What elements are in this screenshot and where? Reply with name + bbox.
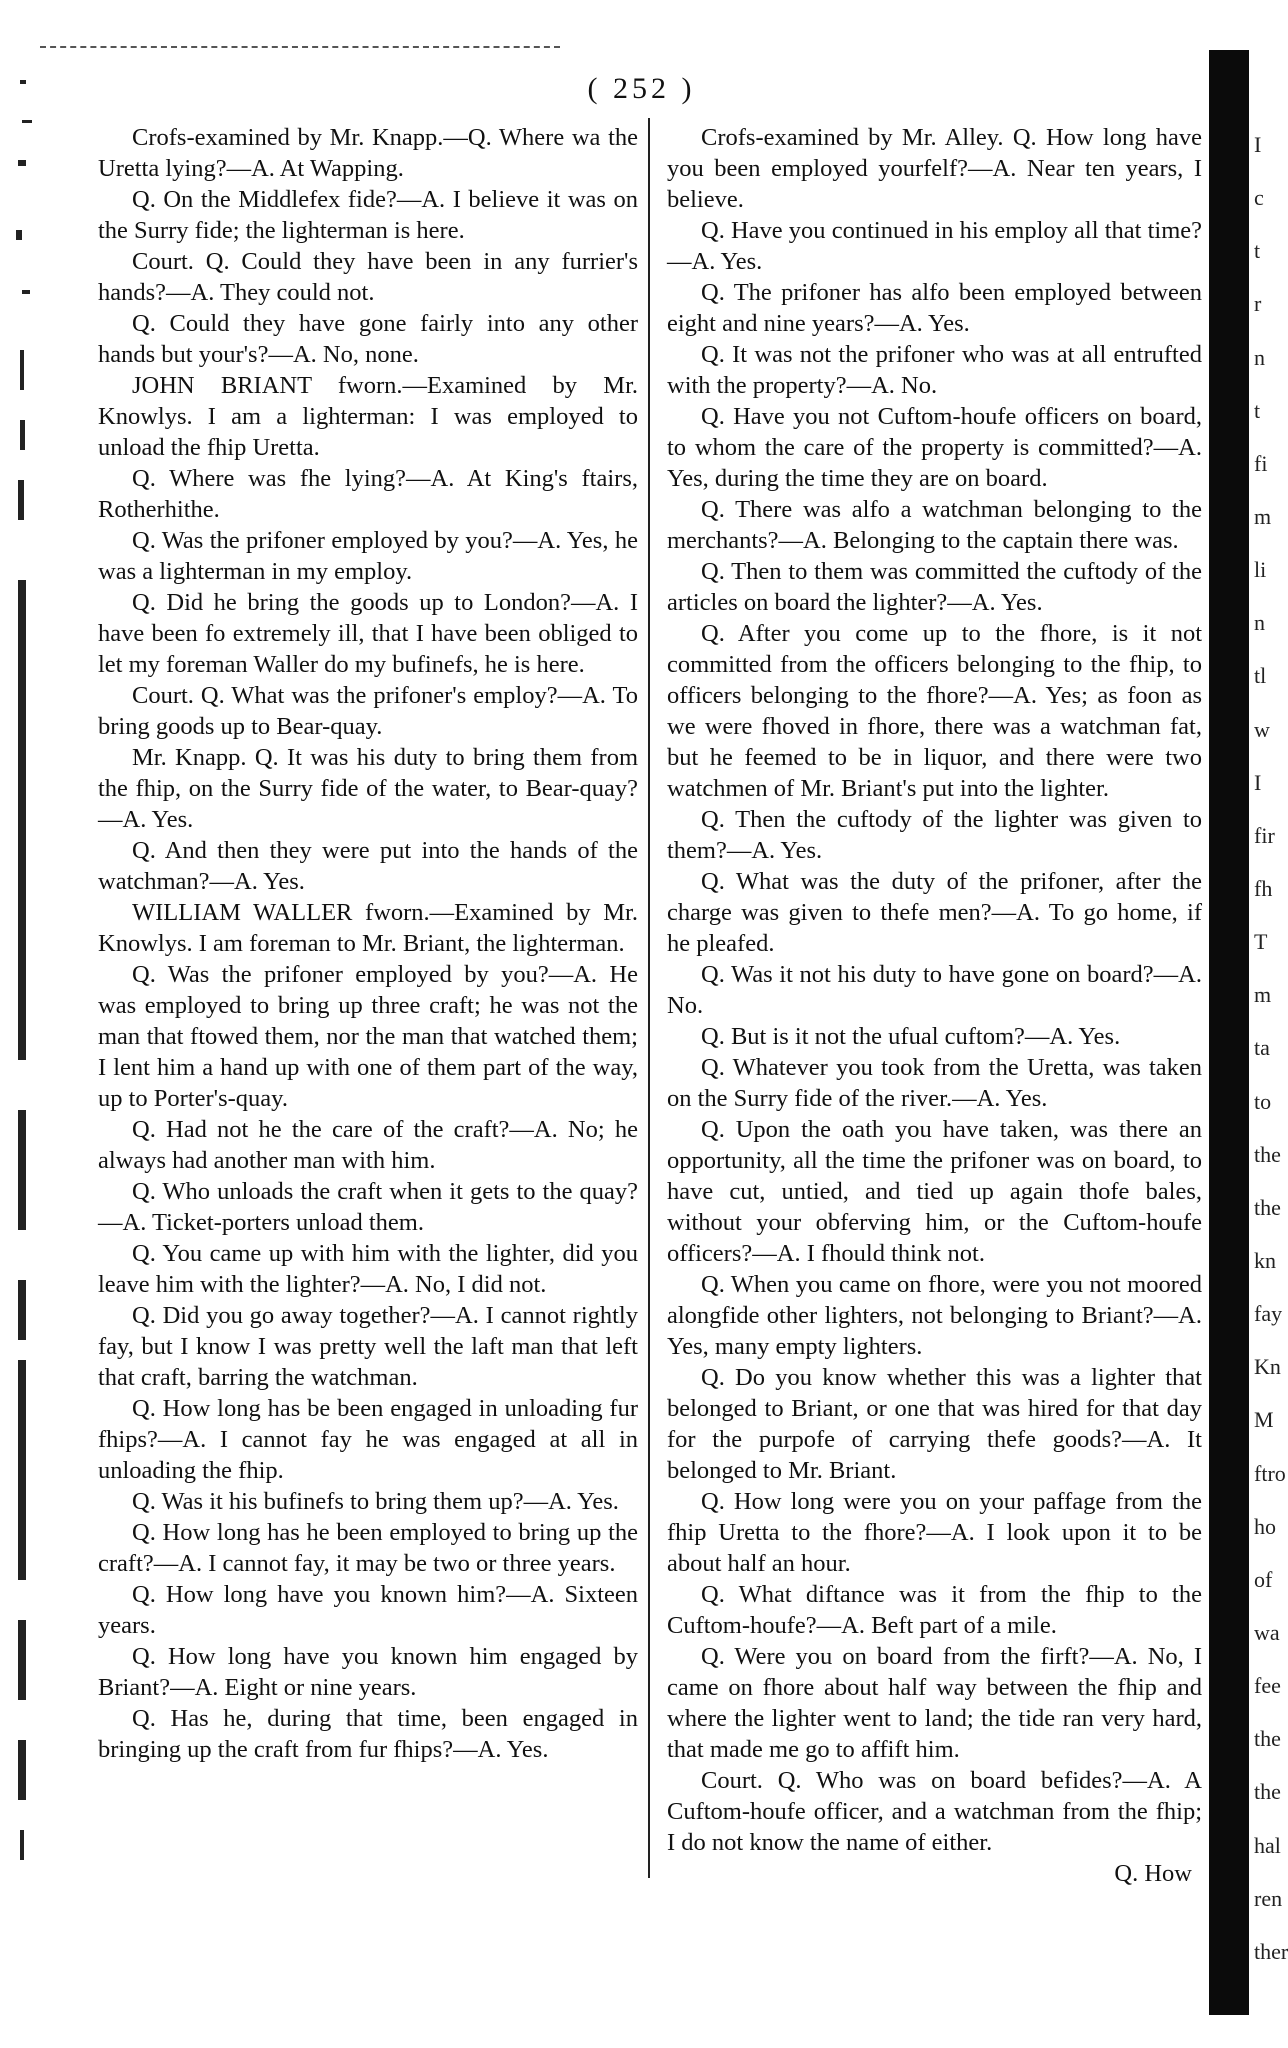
edge-fragment: t [1254, 238, 1261, 263]
paragraph: JOHN BRIANT fworn.—Examined by Mr. Knowlys. I am a lighterman: I was employed to unload the fhip Uretta. [98, 372, 638, 461]
paragraph: WILLIAM WALLER fworn.—Examined by Mr. Knowlys. I am foreman to Mr. Briant, the lighterman. [98, 899, 638, 957]
edge-fragment: of [1254, 1567, 1273, 1592]
edge-fragment: t [1254, 398, 1261, 423]
edge-fragment: ta [1254, 1035, 1270, 1060]
edge-fragment: fir [1254, 823, 1275, 848]
facing-page-edge [1252, 120, 1288, 2000]
paragraph: Q. How long have you known him engaged by Briant?—A. Eight or nine years. [98, 1643, 638, 1701]
paragraph: Court. Q. Could they have been in any furrier's hands?—A. They could not. [98, 248, 638, 306]
edge-fragment: w [1254, 717, 1270, 742]
edge-fragment: the [1254, 1195, 1281, 1220]
right-column [667, 122, 1202, 1889]
edge-fragment: I [1254, 132, 1262, 157]
edge-fragment: fee [1254, 1673, 1281, 1698]
edge-fragment: ftro [1254, 1461, 1286, 1486]
paragraph: Q. Was the prifoner employed by you?—A. Yes, he was a lighterman in my employ. [98, 527, 638, 585]
edge-fragment: li [1254, 557, 1267, 582]
paragraph: Q. Then to them was committed the cuftody of the articles on board the lighter?—A. Yes. [667, 558, 1202, 616]
paragraph: Q. On the Middlefex fide?—A. I believe it was on the Surry fide; the lighterman is here. [98, 186, 638, 244]
paragraph: Q. The prifoner has alfo been employed between eight and nine years?—A. Yes. [667, 279, 1202, 337]
binding-edge-marks [0, 60, 40, 1960]
edge-fragment: to [1254, 1089, 1272, 1114]
paragraph: Q. Did he bring the goods up to London?—A. I have been fo extremely ill, that I have been obliged to let my foreman Waller do my bufinefs, he is here. [98, 589, 638, 678]
edge-fragment: c [1254, 185, 1264, 210]
edge-fragment: the [1254, 1726, 1281, 1751]
edge-fragment: ren [1254, 1886, 1283, 1911]
paragraph: Q. Did you go away together?—A. I cannot rightly fay, but I know I was pretty well the laft man that left that craft, barring the watchman. [98, 1302, 638, 1391]
paragraph: Q. Was it his bufinefs to bring them up?—A. Yes. [132, 1488, 619, 1515]
edge-fragment: wa [1254, 1620, 1280, 1645]
edge-fragment: n [1254, 345, 1265, 370]
paragraph: Q. Do you know whether this was a lighter that belonged to Briant, or one that was hired for that day for the purpofe of carrying thefe goods?—A. It belonged to Mr. Briant. [667, 1364, 1202, 1484]
paragraph: Q. Were you on board from the firft?—A. No, I came on fhore about half way between the fhip and where the lighter went to land; the tide ran very hard, that made me go to affift him. [667, 1643, 1202, 1763]
edge-fragment: kn [1254, 1248, 1276, 1273]
edge-fragment: ther [1254, 1939, 1288, 1964]
edge-fragment: fi [1254, 451, 1268, 476]
column-divider [648, 118, 650, 1878]
paragraph: Q. Was the prifoner employed by you?—A. He was employed to bring up three craft; he was not the man that ftowed them, nor the man that watched them; I lent him a hand up with one of them part of the way, up to Porter's-quay. [98, 961, 638, 1112]
paragraph: Q. There was alfo a watchman belonging to the merchants?—A. Belonging to the captain there was. [667, 496, 1202, 554]
edge-fragment: the [1254, 1142, 1281, 1167]
catchword: Q. How [1114, 1860, 1192, 1887]
paragraph: Crofs-examined by Mr. Knapp.—Q. Where wa the Uretta lying?—A. At Wapping. [98, 124, 638, 182]
paragraph: Q. Has he, during that time, been engaged in bringing up the craft from fur fhips?—A. Yes. [98, 1705, 638, 1763]
edge-fragment: fay [1254, 1301, 1283, 1326]
edge-fragment: hal [1254, 1833, 1281, 1858]
paragraph: Q. Was it not his duty to have gone on board?—A. No. [667, 961, 1202, 1019]
paragraph: Q. How long has be been engaged in unloading fur fhips?—A. I cannot fay he was engaged at all in unloading the fhip. [98, 1395, 638, 1484]
paragraph: Q. Have you not Cuftom-houfe officers on board, to whom the care of the property is committed?—A. Yes, during the time they are on board. [667, 403, 1202, 492]
edge-fragment: fh [1254, 876, 1273, 901]
paragraph: Q. And then they were put into the hands of the watchman?—A. Yes. [98, 837, 638, 895]
paragraph: Q. Whatever you took from the Uretta, was taken on the Surry fide of the river.—A. Yes. [667, 1054, 1202, 1112]
paragraph: Q. It was not the prifoner who was at all entrufted with the property?—A. No. [667, 341, 1202, 399]
edge-fragment: n [1254, 610, 1265, 635]
left-column [98, 122, 638, 1765]
edge-fragment: Kn [1254, 1354, 1281, 1379]
paragraph: Q. Have you continued in his employ all that time?—A. Yes. [667, 217, 1202, 275]
edge-fragment: tl [1254, 663, 1267, 688]
paragraph: Q. Who unloads the craft when it gets to the quay?—A. Ticket-porters unload them. [98, 1178, 638, 1236]
paragraph: Q. You came up with him with the lighter, did you leave him with the lighter?—A. No, I did not. [98, 1240, 638, 1298]
paragraph: Q. After you come up to the fhore, is it not committed from the officers belonging to the fhip, to officers belonging to the fhore?—A. Yes; as foon as we were fhoved in fhore, there was a watchman fat, but he feemed to be in liquor, and there were two watchmen of Mr. Briant's put into the lighter. [667, 620, 1202, 802]
edge-fragment: r [1254, 291, 1262, 316]
top-rule [40, 46, 560, 48]
paragraph: Q. How long were you on your paffage from the fhip Uretta to the fhore?—A. I look upon it to be about half an hour. [667, 1488, 1202, 1577]
page-number: ( 252 ) [587, 72, 696, 105]
paragraph: Q. Where was fhe lying?—A. At King's ftairs, Rotherhithe. [98, 465, 638, 523]
edge-fragment: M [1254, 1407, 1274, 1432]
edge-fragment: I [1254, 770, 1262, 795]
paragraph: Mr. Knapp. Q. It was his duty to bring them from the fhip, on the Surry fide of the water, to Bear-quay?—A. Yes. [98, 744, 638, 833]
paragraph: Q. Could they have gone fairly into any other hands but your's?—A. No, none. [98, 310, 638, 368]
paragraph: Court. Q. Who was on board befides?—A. A Cuftom-houfe officer, and a watchman from the fhip; I do not know the name of either. [667, 1767, 1202, 1856]
paragraph: Q. But is it not the ufual cuftom?—A. Yes. [701, 1023, 1121, 1050]
paragraph: Q. What diftance was it from the fhip to the Cuftom-houfe?—A. Beft part of a mile. [667, 1581, 1202, 1639]
paragraph: Q. What was the duty of the prifoner, after the charge was given to thefe men?—A. To go home, if he pleafed. [667, 868, 1202, 957]
paragraph: Q. How long has he been employed to bring up the craft?—A. I cannot fay, it may be two or three years. [98, 1519, 638, 1577]
edge-fragment: m [1254, 504, 1272, 529]
paragraph: Q. When you came on fhore, were you not moored alongfide other lighters, not belonging to Briant?—A. Yes, many empty lighters. [667, 1271, 1202, 1360]
book-spine-shadow [1209, 50, 1249, 2015]
edge-fragment: the [1254, 1779, 1281, 1804]
paragraph: Crofs-examined by Mr. Alley. Q. How long have you been employed yourfelf?—A. Near ten years, I believe. [667, 124, 1202, 213]
edge-fragment: ho [1254, 1514, 1276, 1539]
paragraph: Q. How long have you known him?—A. Sixteen years. [98, 1581, 638, 1639]
paragraph: Q. Upon the oath you have taken, was there an opportunity, all the time the prifoner was on board, to have cut, untied, and tied up again thofe bales, without your obferving him, or the Cuftom-houfe officers?—A. I fhould think not. [667, 1116, 1202, 1267]
edge-fragment: m [1254, 982, 1272, 1007]
paragraph: Q. Then the cuftody of the lighter was given to them?—A. Yes. [667, 806, 1202, 864]
paragraph: Q. Had not he the care of the craft?—A. No; he always had another man with him. [98, 1116, 638, 1174]
edge-fragment: T [1254, 929, 1268, 954]
paragraph: Court. Q. What was the prifoner's employ?—A. To bring goods up to Bear-quay. [98, 682, 638, 740]
